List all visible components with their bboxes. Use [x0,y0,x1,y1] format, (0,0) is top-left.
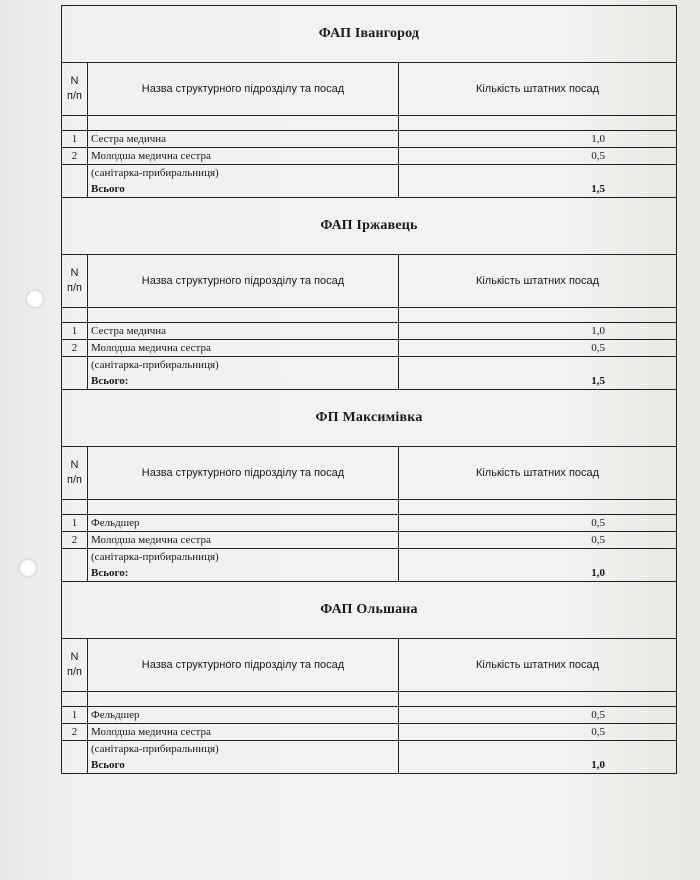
position-name: Сестра медична [88,323,399,339]
table-header [62,639,676,692]
facility-section [62,6,676,198]
total-row [62,757,676,773]
row-number [62,357,88,373]
total-row [62,181,676,197]
position-name: Молодша медична сестра [88,340,399,356]
col-qty-header: Кількість штатних посад [475,83,600,95]
total-value: 1,5 [591,375,605,387]
position-qty [399,741,676,757]
table-row [62,707,676,724]
position-name: Молодша медична сестра [88,724,399,740]
facility-section [62,390,676,582]
col-number-line1: N [70,651,79,663]
position-rows [62,323,676,373]
row-number: 2 [62,340,88,356]
row-number: 2 [62,148,88,164]
table-row [62,165,676,181]
position-name: Фельдшер [88,515,399,531]
row-number: 1 [62,707,88,723]
total-label: Всього: [88,565,399,581]
total-value: 1,0 [591,567,605,579]
position-qty [399,165,676,181]
facility-title: ФАП Ольшана [62,582,676,639]
position-qty: 0,5 [591,709,605,721]
spacer-row [62,308,676,323]
facility-title: ФАП Іржавець [62,198,676,255]
col-name-header: Назва структурного підрозділу та посад [88,447,399,499]
table-header [62,447,676,500]
col-name-header: Назва структурного підрозділу та посад [88,63,399,115]
position-qty [399,549,676,565]
row-number: 1 [62,515,88,531]
position-rows [62,707,676,757]
table-row [62,515,676,532]
col-name-header: Назва структурного підрозділу та посад [88,639,399,691]
col-number-line2: п/п [67,474,82,486]
table-row [62,532,676,549]
row-number [62,549,88,565]
table-row [62,340,676,357]
punch-hole-top [26,290,44,308]
position-name: Фельдшер [88,707,399,723]
position-qty: 0,5 [591,150,605,162]
col-number-line1: N [70,267,79,279]
col-number-line2: п/п [67,90,82,102]
row-number [62,741,88,757]
position-qty: 0,5 [591,342,605,354]
table-row [62,549,676,565]
row-number: 2 [62,724,88,740]
row-number [62,165,88,181]
table-header [62,63,676,116]
row-number: 1 [62,323,88,339]
position-qty: 1,0 [591,325,605,337]
position-rows [62,515,676,565]
col-number-line2: п/п [67,282,82,294]
position-name: Сестра медична [88,131,399,147]
col-qty-header: Кількість штатних посад [475,467,600,479]
position-qty [399,357,676,373]
table-row [62,148,676,165]
position-name: Молодша медична сестра [88,532,399,548]
facility-section [62,198,676,390]
col-number-line2: п/п [67,666,82,678]
col-number-header [62,447,88,499]
table-row [62,724,676,741]
facility-title: ФП Максимівка [62,390,676,447]
position-name: Молодша медична сестра [88,148,399,164]
total-value: 1,5 [591,183,605,195]
col-number-header [62,639,88,691]
total-label: Всього [88,181,399,197]
position-rows [62,131,676,181]
position-name: (санітарка-прибиральниця) [88,741,399,757]
spacer-row [62,500,676,515]
facility-title: ФАП Івангород [62,6,676,63]
staffing-table [61,5,677,774]
table-row [62,741,676,757]
position-qty: 0,5 [591,517,605,529]
total-value: 1,0 [591,759,605,771]
position-name: (санітарка-прибиральниця) [88,165,399,181]
row-number: 2 [62,532,88,548]
facility-section [62,582,676,774]
position-qty: 0,5 [591,726,605,738]
position-qty: 1,0 [591,133,605,145]
table-header [62,255,676,308]
total-row [62,565,676,581]
total-label: Всього: [88,373,399,389]
spacer-row [62,692,676,707]
table-row [62,131,676,148]
position-qty: 0,5 [591,534,605,546]
col-number-line1: N [70,75,79,87]
spacer-row [62,116,676,131]
punch-hole-bottom [19,559,37,577]
col-number-header [62,255,88,307]
col-number-line1: N [70,459,79,471]
col-qty-header: Кількість штатних посад [475,275,600,287]
col-qty-header: Кількість штатних посад [475,659,600,671]
total-label: Всього [88,757,399,773]
position-name: (санітарка-прибиральниця) [88,549,399,565]
total-row [62,373,676,389]
table-row [62,357,676,373]
position-name: (санітарка-прибиральниця) [88,357,399,373]
row-number: 1 [62,131,88,147]
col-number-header [62,63,88,115]
col-name-header: Назва структурного підрозділу та посад [88,255,399,307]
table-row [62,323,676,340]
